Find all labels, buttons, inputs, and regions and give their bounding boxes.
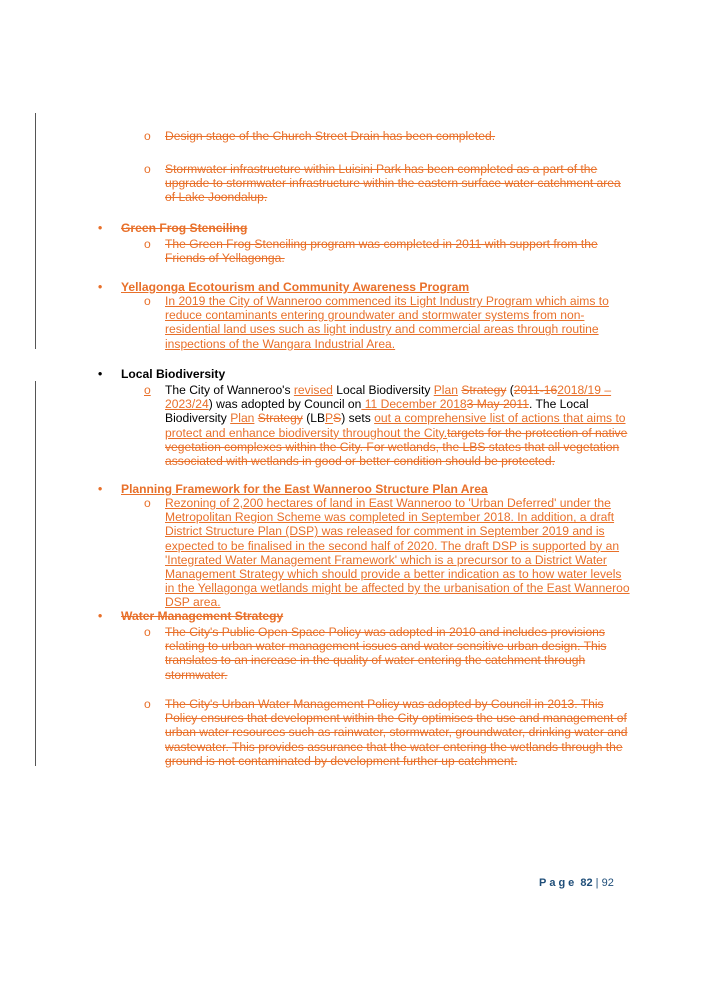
heading-text: Green Frog Stenciling xyxy=(121,221,248,235)
deleted-text: targets for the protection of native vegetation complexes within the City. For wetlands, the LBS states that all vegetation associated with wetlands in good or better condition should be protected. xyxy=(165,425,628,469)
inserted-text: 11 December 2018 xyxy=(361,397,467,412)
inserted-text: 2018/19 – 2023/24 xyxy=(165,383,612,412)
disc-bullet: • xyxy=(98,280,103,294)
item-text: The Green Frog Stenciling program was completed in 2011 with support from the Friends of Yellagonga. xyxy=(165,237,598,266)
item-text: In 2019 the City of Wanneroo commenced its Light Industry Program which aims to reduce contaminants entering groundwater and stormwater systems from non-residential land uses such as light industry and commercial areas through routine inspections of the Wangara Industrial Area. xyxy=(165,294,609,351)
deleted-text: Strategy xyxy=(461,383,507,397)
disc-bullet: • xyxy=(98,367,103,381)
page-number: 82 xyxy=(580,877,593,889)
change-bar xyxy=(35,113,36,349)
page-footer xyxy=(539,877,614,889)
disc-bullet: • xyxy=(98,482,103,496)
change-bar xyxy=(35,381,36,766)
text-run: The City of Wanneroo's xyxy=(165,383,294,397)
deleted-text: 2011-16 xyxy=(513,383,558,397)
page-word: Page xyxy=(539,877,578,889)
heading-text: Water Management Strategy xyxy=(121,609,284,623)
item-text: Rezoning of 2,200 hectares of land in East Wanneroo to 'Urban Deferred' under the Metropolitan Region Scheme was completed in September 2018. In addition, a draft District Structure Plan (DSP) was released for comment in September 2019 and is expected to be finalised in the second half of 2020. The draft DSP is supported by an 'Integrated Water Management Framework' which is a precursor to a District Water Management Strategy which should provide a better indication as to how water levels in the Yellagonga wetlands might be affected by the urbanisation of the East Wanneroo DSP area. xyxy=(165,496,630,610)
list-item-church-street-drain xyxy=(144,129,632,143)
text-run: Local Biodiversity xyxy=(332,383,434,397)
item-text: Design stage of the Church Street Drain has been completed. xyxy=(165,129,496,143)
list-item-biodiversity-plan xyxy=(144,383,632,468)
circle-bullet: o xyxy=(144,697,151,711)
list-item-green-frog xyxy=(144,237,632,265)
item-text xyxy=(165,383,632,468)
list-item-luisini-park xyxy=(144,162,632,205)
text-run: . The Local Biodiversity xyxy=(165,397,589,426)
item-text: The City's Urban Water Management Policy was adopted by Council in 2013. This Policy ensures that development within the City optimises the use and management of urban water resources such as rainwater, stormwater, groundwater, drinking water and wastewater. This provides assurance that the water entering the wetlands through the ground is not contaminated by development further up catchment. xyxy=(165,697,628,768)
text-run: (LB xyxy=(302,411,326,426)
circle-bullet: o xyxy=(144,383,151,397)
heading-yellagonga-ecotourism xyxy=(98,280,638,294)
circle-bullet: o xyxy=(144,496,151,510)
heading-local-biodiversity xyxy=(98,367,638,381)
item-text: Stormwater infrastructure within Luisini Park has been completed as a part of the upgrade to stormwater infrastructure within the eastern surface water catchment area of Lake Joondalup. xyxy=(165,162,621,205)
inserted-text: Plan xyxy=(433,383,458,397)
heading-text: Local Biodiversity xyxy=(121,367,226,381)
inserted-text: Plan xyxy=(230,411,255,426)
text-run: ) was adopted by Council on xyxy=(208,397,362,412)
list-item-light-industry-program xyxy=(144,294,632,351)
inserted-text: revised xyxy=(293,383,333,397)
deleted-text: 3 May 2011 xyxy=(466,397,529,412)
deleted-text: Strategy xyxy=(257,411,303,426)
circle-bullet: o xyxy=(144,129,151,143)
disc-bullet: • xyxy=(98,221,103,235)
heading-planning-framework xyxy=(98,482,638,496)
inserted-text: P xyxy=(325,411,334,426)
text-run: ) sets xyxy=(341,411,375,426)
deleted-text: S xyxy=(333,411,342,426)
disc-bullet: • xyxy=(98,609,103,623)
heading-water-management-strategy xyxy=(98,609,638,623)
heading-text: Yellagonga Ecotourism and Community Awareness Program xyxy=(121,280,470,294)
list-item-east-wanneroo-rezoning xyxy=(144,496,632,610)
total-pages: 92 xyxy=(601,877,614,889)
circle-bullet: o xyxy=(144,294,151,308)
list-item-public-open-space-policy xyxy=(144,625,632,682)
circle-bullet: o xyxy=(144,162,151,176)
heading-text: Planning Framework for the East Wanneroo Structure Plan Area xyxy=(121,482,488,496)
list-item-urban-water-management-policy xyxy=(144,697,632,768)
heading-green-frog-stenciling xyxy=(98,221,638,235)
page-separator: | xyxy=(592,877,602,889)
circle-bullet: o xyxy=(144,237,151,251)
circle-bullet: o xyxy=(144,625,151,639)
text-run: ( xyxy=(506,383,514,397)
inserted-text: out a comprehensive list of actions that aims to protect and enhance biodiversity throughout the City. xyxy=(165,411,626,440)
item-text: The City's Public Open Space Policy was adopted in 2010 and includes provisions relating to urban water management issues and water sensitive urban design. This translates to an increase in the quality of water entering the catchment through stormwater. xyxy=(165,625,607,682)
